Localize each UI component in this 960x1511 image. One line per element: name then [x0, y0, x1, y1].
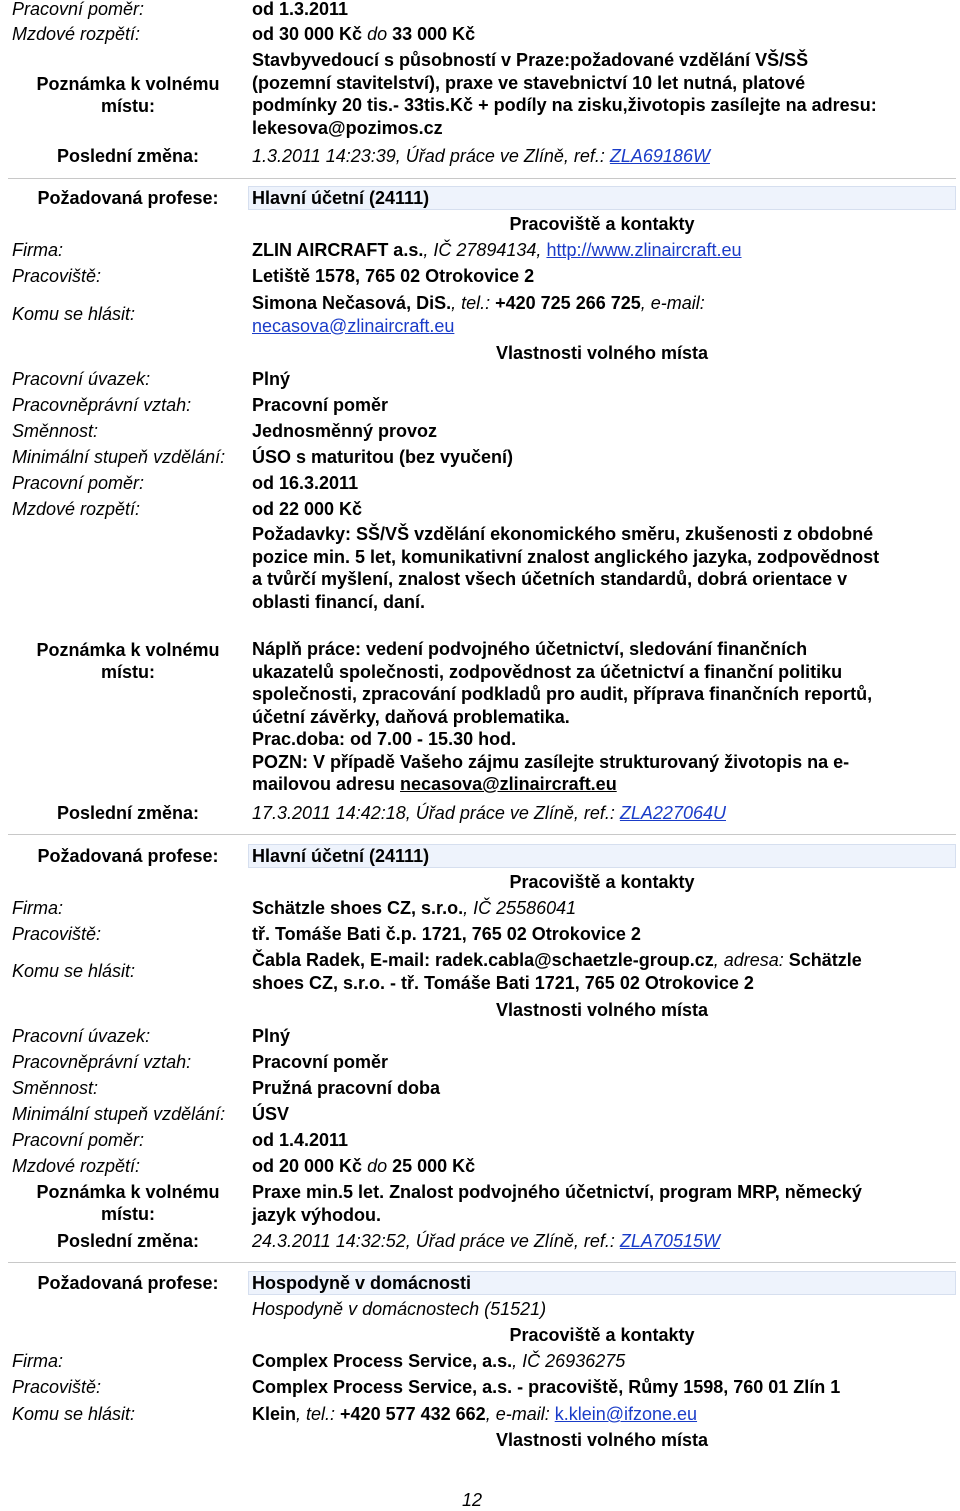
label-firma: Firma:: [12, 898, 63, 918]
value-smennost: Jednosměnný provoz: [252, 421, 438, 441]
label-smennost: Směnnost:: [12, 1078, 99, 1098]
label-posledni-zmena: Poslední změna:: [56, 1231, 200, 1251]
value-pracoviste: tř. Tomáše Bati č.p. 1721, 765 02 Otrokovice 2: [252, 924, 641, 944]
email-link[interactable]: k.klein@ifzone.eu: [554, 1404, 698, 1424]
value-profese-sub: Hospodyně v domácnostech (51521): [252, 1299, 547, 1319]
value-posledni-zmena: 1.3.2011 14:23:39, Úřad práce ve Zlíně, ref.: ZLA69186W: [252, 146, 710, 166]
label-mzdove-rozpeti: Mzdové rozpětí:: [12, 24, 141, 44]
value-pomer: od 1.4.2011: [252, 1130, 349, 1150]
value-napln: Náplň práce: vedení podvojného účetnictví, sledování finančních ukazatelů společnosti, zodpovědnost za účetnictví a finanční politiku společnosti, zpracování podkladů pro audit, příprava finančních reportů, účetní závěrky, daňová problematika. Prac.doba: od 7.00 - 15.30 hod. POZN: V případě Vašeho zájmu zasílejte strukturovaný životopis na e- mailovou adresu necasova@zlinaircraft.eu: [252, 639, 873, 794]
label-vzdelani: Minimální stupeň vzdělání:: [12, 1104, 226, 1124]
section-vlastnosti: Vlastnosti volného místa: [495, 343, 709, 363]
label-uvazek: Pracovní úvazek:: [12, 1026, 151, 1046]
label-pomer: Pracovní poměr:: [12, 473, 145, 493]
value-vzdelani: ÚSO s maturitou (bez vyučení): [252, 447, 514, 467]
value-uvazek: Plný: [252, 369, 291, 389]
label-firma: Firma:: [12, 240, 63, 260]
value-mzda: od 22 000 Kč: [252, 499, 363, 519]
value-komu-se-hlasit: Čabla Radek, E-mail: radek.cabla@schaetzle-group.cz, adresa: Schätzle shoes CZ, s.r.o. - tř. Tomáše Bati 1721, 765 02 Otrokovice 2: [252, 950, 862, 993]
section-pracoviste-kontakty: Pracoviště a kontakty: [509, 1325, 695, 1345]
separator: [8, 1262, 956, 1263]
label-posledni-zmena: Poslední změna:: [56, 146, 200, 166]
label-vztah: Pracovněprávní vztah:: [12, 395, 192, 415]
value-vzdelani: ÚSV: [252, 1104, 290, 1124]
label-pracoviste: Pracoviště:: [12, 924, 102, 944]
label-vztah: Pracovněprávní vztah:: [12, 1052, 192, 1072]
label-mzda: Mzdové rozpětí:: [12, 499, 141, 519]
label-komu-se-hlasit: Komu se hlásit:: [12, 961, 136, 981]
section-vlastnosti: Vlastnosti volného místa: [495, 1000, 709, 1020]
value-poznamka: Stavbyvedoucí s působností v Praze:požadované vzdělání VŠ/SŠ (pozemní stavitelství), praxe ve stavebnictví 10 let nutná, platové podmínky 20 tis.- 33tis.Kč + podíly na zisku,životopis zasílejte na adresu: lekesova@pozimos.cz: [252, 50, 877, 138]
separator: [8, 834, 956, 835]
value-uvazek: Plný: [252, 1026, 291, 1046]
value-vztah: Pracovní poměr: [252, 395, 389, 415]
label-pozadovana-profese: Požadovaná profese:: [37, 846, 219, 866]
value-poznamka: Praxe min.5 let. Znalost podvojného účetnictví, program MRP, německý jazyk výhodou.: [252, 1182, 862, 1225]
value-firma: Complex Process Service, a.s., IČ 26936275: [252, 1351, 626, 1371]
email-link[interactable]: necasova@zlinaircraft.eu: [252, 315, 455, 336]
value-firma: ZLIN AIRCRAFT a.s., IČ 27894134, http://www.zlinaircraft.eu: [252, 240, 742, 260]
value-posledni-zmena: 24.3.2011 14:32:52, Úřad práce ve Zlíně, ref.: ZLA70515W: [252, 1231, 720, 1251]
value-mzdove-rozpeti: od 30 000 Kč do 33 000 Kč: [252, 24, 476, 44]
value-pomer: od 16.3.2011: [252, 473, 359, 493]
value-vztah: Pracovní poměr: [252, 1052, 389, 1072]
ref-link[interactable]: ZLA227064U: [619, 803, 726, 823]
label-smennost: Směnnost:: [12, 421, 99, 441]
value-pracoviste: Complex Process Service, a.s. - pracoviště, Růmy 1598, 760 01 Zlín 1: [252, 1377, 841, 1397]
value-smennost: Pružná pracovní doba: [252, 1078, 441, 1098]
label-pracoviste: Pracoviště:: [12, 266, 102, 286]
separator: [8, 178, 956, 179]
value-komu-se-hlasit: Klein, tel.: +420 577 432 662, e-mail: k.klein@ifzone.eu: [252, 1404, 698, 1424]
value-posledni-zmena: 17.3.2011 14:42:18, Úřad práce ve Zlíně, ref.: ZLA227064U: [252, 803, 726, 823]
firma-url-link[interactable]: http://www.zlinaircraft.eu: [546, 240, 742, 260]
page-number: 12: [462, 1490, 483, 1510]
section-pracoviste-kontakty: Pracoviště a kontakty: [509, 872, 695, 892]
label-komu-se-hlasit: Komu se hlásit:: [12, 1404, 136, 1424]
label-vzdelani: Minimální stupeň vzdělání:: [12, 447, 226, 467]
ref-link[interactable]: ZLA69186W: [609, 146, 710, 166]
label-firma: Firma:: [12, 1351, 63, 1371]
label-posledni-zmena: Poslední změna:: [56, 803, 200, 823]
label-poznamka: Poznámka k volnému místu:: [36, 1182, 220, 1224]
label-pomer: Pracovní poměr:: [12, 1130, 145, 1150]
label-pozadovana-profese: Požadovaná profese:: [37, 188, 219, 208]
value-pracoviste: Letiště 1578, 765 02 Otrokovice 2: [252, 266, 535, 286]
label-uvazek: Pracovní úvazek:: [12, 369, 151, 389]
value-profese: Hlavní účetní (24111): [252, 188, 430, 208]
label-pracoviste: Pracoviště:: [12, 1377, 102, 1397]
label-pracovni-pomer: Pracovní poměr:: [12, 0, 145, 19]
value-komu-se-hlasit: Simona Nečasová, DiS., tel.: +420 725 266 725, e-mail: necasova@zlinaircraft.eu: [252, 293, 705, 336]
email-text[interactable]: necasova@zlinaircraft.eu: [400, 774, 617, 794]
label-mzda: Mzdové rozpětí:: [12, 1156, 141, 1176]
value-profese: Hlavní účetní (24111): [252, 846, 430, 866]
label-pozadovana-profese: Požadovaná profese:: [37, 1273, 219, 1293]
value-pozadavky: Požadavky: SŠ/VŠ vzdělání ekonomického směru, zkušenosti z obdobné pozice min. 5 let, komunikativní znalost anglického jazyka, zodpovědnost a tvůrčí myšlení, znalost všech účetních standardů, dobrá orientace v oblasti financí, daní.: [252, 524, 880, 612]
value-profese: Hospodyně v domácnosti: [252, 1273, 472, 1293]
section-vlastnosti: Vlastnosti volného místa: [495, 1430, 709, 1450]
section-pracoviste-kontakty: Pracoviště a kontakty: [509, 214, 695, 234]
value-firma: Schätzle shoes CZ, s.r.o., IČ 25586041: [252, 898, 577, 918]
label-poznamka: Poznámka k volnému místu:: [36, 640, 220, 682]
value-pracovni-pomer: od 1.3.2011: [252, 0, 349, 19]
label-komu-se-hlasit: Komu se hlásit:: [12, 304, 136, 324]
value-mzda: od 20 000 Kč do 25 000 Kč: [252, 1156, 476, 1176]
label-poznamka: Poznámka k volnému místu:: [36, 74, 220, 116]
ref-link[interactable]: ZLA70515W: [619, 1231, 720, 1251]
